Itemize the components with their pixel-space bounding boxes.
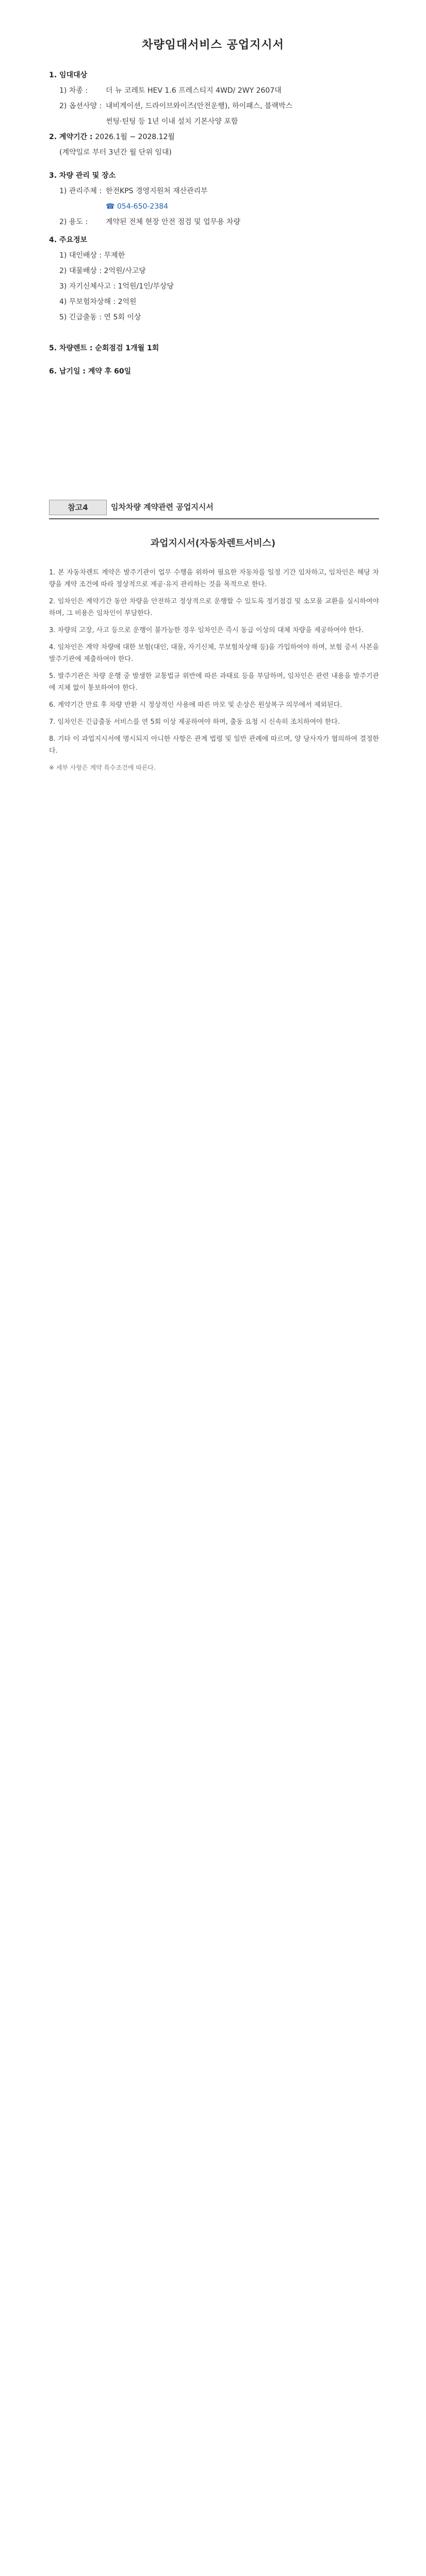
reference-label: 참고4 <box>49 500 107 515</box>
section-management: 3. 차량 관리 및 장소 1) 관리주체 : 한전KPS 경영지원처 재산관리부 ☎ 054-650-2384 2) 용도 : 계약된 전체 현장 안전 점검 및 업무용 차량 <box>49 170 379 232</box>
period-value: 2026.1월 ~ 2028.12월 <box>95 133 175 141</box>
section-rental-heading: 5. 차량렌트 : 순회점검 1개월 1회 <box>49 344 159 352</box>
target-row: 썬팅·틴팅 등 1년 이내 설치 기본사양 포함 <box>106 117 238 126</box>
target-row: 1) 차종 : 더 뉴 코레토 HEV 1.6 프레스티지 4WD/ 2WY 2607대 <box>59 87 282 95</box>
list-item: 1) 대인배상 : 무제한 <box>59 251 125 260</box>
section-delivery <box>49 366 379 381</box>
target-row: 2) 옵션사양 : 내비게이션, 드라이브와이즈(안전운행), 하이패스, 블랙박스 <box>59 102 293 110</box>
paragraph: 6. 계약기간 만료 후 차량 반환 시 정상적인 사용에 따른 마모 및 손상은 원상복구 의무에서 제외된다. <box>49 701 342 709</box>
section-delivery-heading: 6. 납기일 : 계약 후 60일 <box>49 367 132 376</box>
paragraph: 1. 본 자동차렌트 계약은 발주기관이 업무 수행을 위하여 필요한 자동차를 일정 기간 임차하고, 임차인은 해당 차량을 계약 조건에 따라 정상적으로 제공·유지 관리하는 것을 목적으로 한다. <box>49 569 379 588</box>
contact-phone: ☎ 054-650-2384 <box>106 202 169 211</box>
section-rental <box>49 343 379 358</box>
list-item: 2) 대물배상 : 2억원/사고당 <box>59 267 146 275</box>
section-period-heading: 2. 계약기간 : <box>49 133 93 141</box>
footnote: ※ 세부 사항은 계약 특수조건에 따른다. <box>49 764 156 771</box>
period-note: (계약일로 부터 3년간 월 단위 임대) <box>59 148 172 157</box>
reference-title: 임차차량 계약관련 공업지시서 <box>111 502 214 512</box>
list-item: 3) 자기신체사고 : 1억원/1인/부상당 <box>59 282 174 291</box>
paragraph: 8. 기타 이 과업지시서에 명시되지 아니한 사항은 관계 법령 및 일반 관례에 따르며, 양 당사자가 협의하여 결정한다. <box>49 735 379 755</box>
paragraph: 4. 임차인은 계약 차량에 대한 보험(대인, 대물, 자기신체, 무보험차상해 등)을 가입하여야 하며, 보험 증서 사본을 발주기관에 제출하여야 한다. <box>49 643 379 663</box>
list-item: 5) 긴급출동 : 연 5회 이상 <box>59 313 141 321</box>
section-target-heading: 1. 임대대상 <box>49 71 88 79</box>
section-insurance <box>49 234 379 327</box>
list-item: 4) 무보험차상해 : 2억원 <box>59 298 137 306</box>
body-text <box>49 567 379 779</box>
page-2 <box>0 495 426 2576</box>
section-management-heading: 3. 차량 관리 및 장소 <box>49 172 116 180</box>
page-1 <box>0 0 426 495</box>
paragraph: 2. 임차인은 계약기간 동안 차량을 안전하고 정상적으로 운행할 수 있도록 정기점검 및 소모품 교환을 실시하여야 하며, 그 비용은 임차인이 부담한다. <box>49 598 379 617</box>
paragraph: 7. 임차인은 긴급출동 서비스를 연 5회 이상 제공하여야 하며, 출동 요청 시 신속히 조치하여야 한다. <box>49 718 340 726</box>
section-target <box>49 70 379 131</box>
sub-title: 과업지시서(자동차렌트서비스) <box>150 538 276 549</box>
divider <box>49 518 379 519</box>
document-title: 차량임대서비스 공업지시서 <box>142 39 284 52</box>
section-insurance-heading: 4. 주요정보 <box>49 236 88 244</box>
paragraph: 5. 발주기관은 차량 운행 중 발생한 교통법규 위반에 따른 과태료 등을 부담하며, 임차인은 관련 내용을 발주기관에 지체 없이 통보하여야 한다. <box>49 672 379 692</box>
paragraph: 3. 차량의 고장, 사고 등으로 운행이 불가능한 경우 임차인은 즉시 동급 이상의 대체 차량을 제공하여야 한다. <box>49 626 364 634</box>
section-period <box>49 131 379 162</box>
